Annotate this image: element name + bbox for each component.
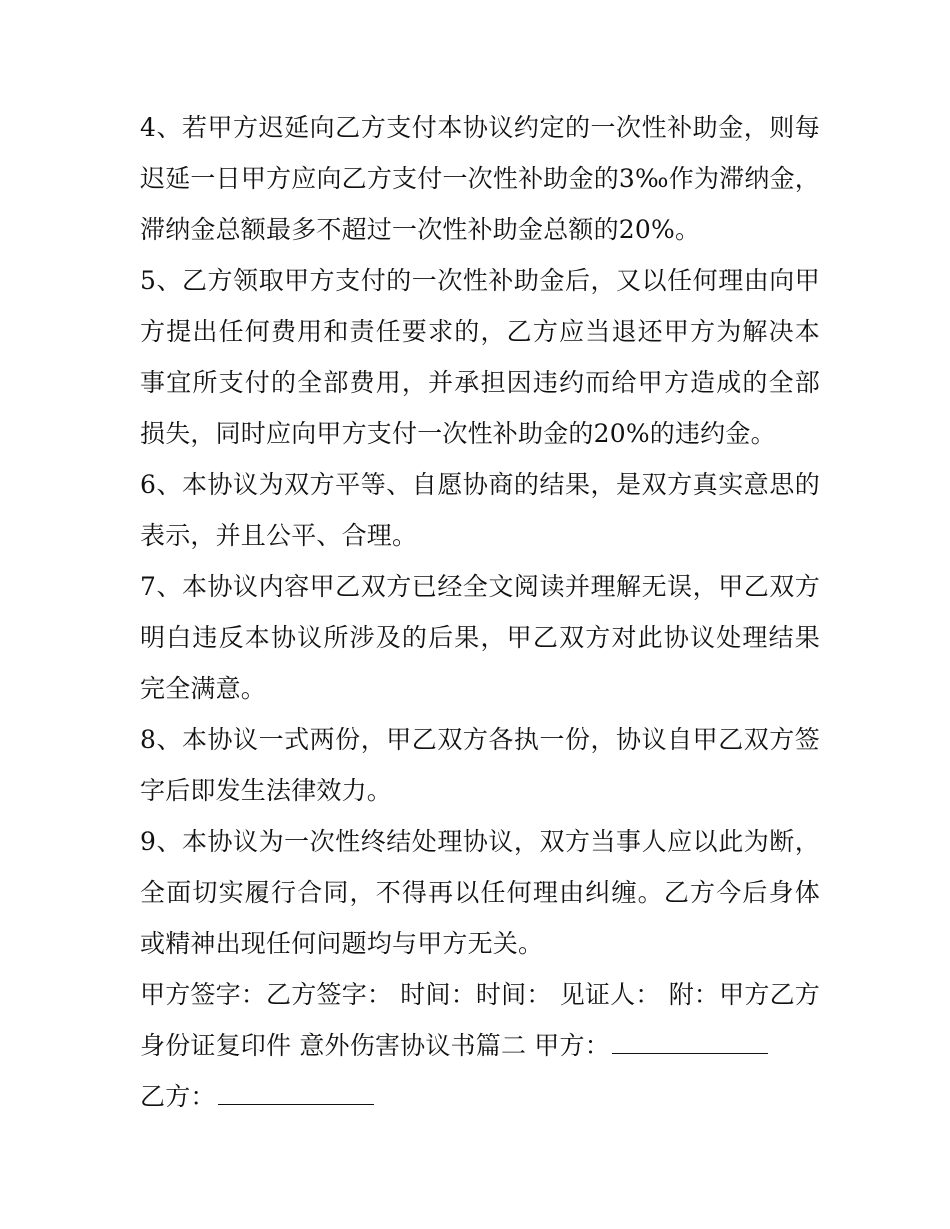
document-body	[140, 102, 820, 1122]
clause-5: 5、乙方领取甲方支付的一次性补助金后，又以任何理由向甲方提出任何费用和责任要求的，乙方应当退还甲方为解决本事宜所支付的全部费用，并承担因违约而给甲方造成的全部损失，同时应向甲方支付一次性补助金的20%的违约金。	[140, 266, 820, 448]
signature-section	[140, 969, 820, 1071]
clause-8: 8、本协议一式两份，甲乙双方各执一份，协议自甲乙双方签字后即发生法律效力。	[140, 725, 820, 805]
clause-4: 4、若甲方迟延向乙方支付本协议约定的一次性补助金，则每迟延一日甲方应向乙方支付一次性补助金的3‰作为滞纳金，滞纳金总额最多不超过一次性补助金总额的20%。	[140, 113, 820, 244]
party-a-blank	[612, 1029, 768, 1054]
clause-9: 9、本协议为一次性终结处理协议，双方当事人应以此为断，全面切实履行合同，不得再以任何理由纠缠。乙方今后身体或精神出现任何问题均与甲方无关。	[140, 827, 820, 958]
clause-7: 7、本协议内容甲乙双方已经全文阅读并理解无误，甲乙双方明白违反本协议所涉及的后果，甲乙双方对此协议处理结果完全满意。	[140, 572, 820, 703]
party-b-line	[140, 1071, 820, 1122]
signature-line-text: 甲方签字：乙方签字： 时间：时间： 见证人： 附：甲方乙方身份证复印件 意外伤害协议书篇二 甲方：	[140, 980, 820, 1060]
party-b-label: 乙方：	[140, 1082, 216, 1111]
party-b-blank	[218, 1080, 374, 1105]
clause-6: 6、本协议为双方平等、自愿协商的结果，是双方真实意思的表示，并且公平、合理。	[140, 470, 820, 550]
